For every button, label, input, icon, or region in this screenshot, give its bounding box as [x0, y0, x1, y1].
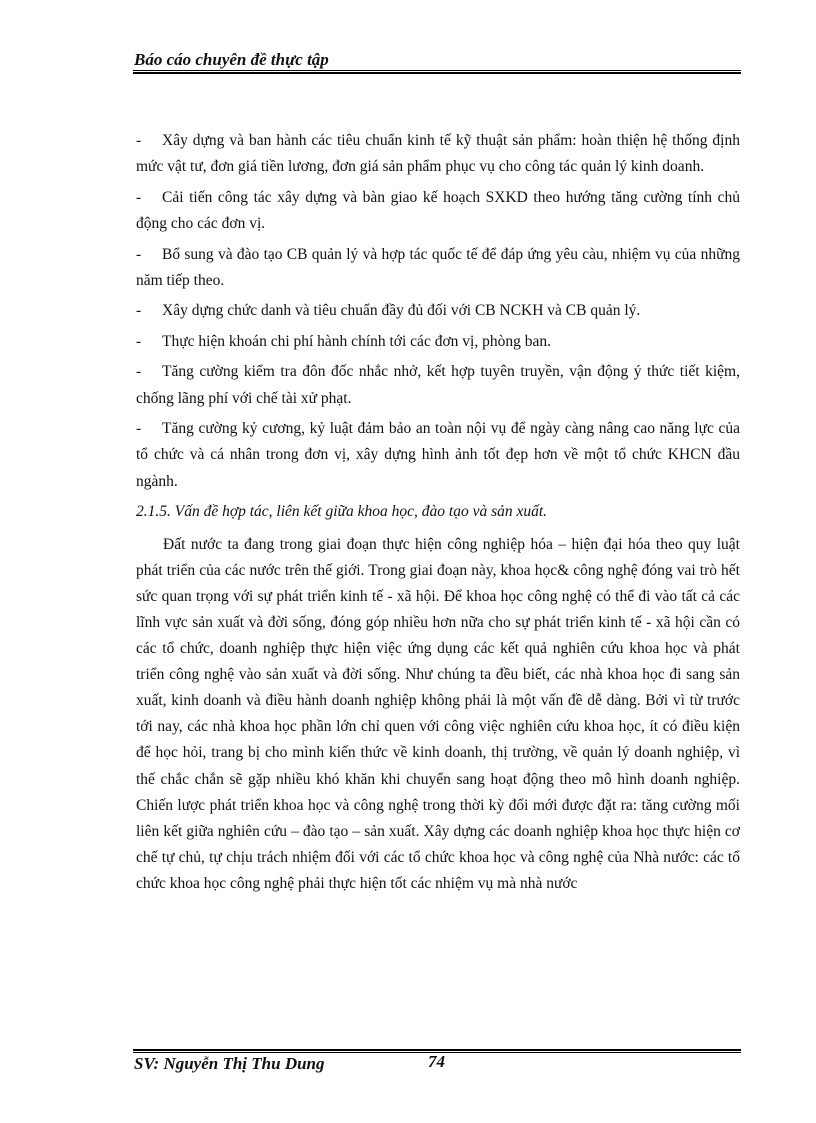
bullet-text: Bổ sung và đào tạo CB quản lý và hợp tác quốc tế để đáp ứng yêu càu, nhiệm vụ của những năm tiếp theo. — [136, 245, 740, 290]
bullet-text: Thực hiện khoán chi phí hành chính tới các đơn vị, phòng ban. — [162, 332, 551, 350]
bullet-dash: - — [136, 363, 142, 381]
body-paragraph: Đất nước ta đang trong giai đoạn thực hiện công nghiệp hóa – hiện đại hóa theo quy luật phát triển của các nước trên thế giới. Trong giai đoạn này, khoa học& công nghệ đóng vai trò hết sức quan trọng với sự phát triển kinh tế - xã hội. Để khoa học công nghệ có thể đi vào tất cả các lĩnh vực sản xuất và đời sống, đóng góp nhiều hơn nữa cho sự phát triển kinh tế - xã hội cần có các tổ chức, doanh nghiệp thực hiện việc ứng dụng các kết quả nghiên cứu khoa học và phát triển công nghệ vào sản xuất và đời sống. Như chúng ta đều biết, các nhà khoa học đi sang sản xuất, kinh doanh và điều hành doanh nghiệp không phải là một vấn đề dễ dàng. Bởi vì từ trước tới nay, các nhà khoa học phần lớn chỉ quen với công việc nghiên cứu khoa học, ít có điều kiện để học hỏi, trang bị cho mình kiến thức về kinh doanh, thị trường, về quản lý doanh nghiệp, vì thế chắc chắn sẽ gặp nhiều khó khăn khi chuyển sang hoạt động theo mô hình doanh nghiệp. Chiến lược phát triển khoa học và công nghệ trong thời kỳ đổi mới được đặt ra: tăng cường mối liên kết giữa nghiên cứu – đào tạo – sản xuất. Xây dựng các doanh nghiệp khoa học thực hiện cơ chế tự chủ, tự chịu trách nhiệm đối với các tổ chức khoa học và công nghệ của Nhà nước: các tổ chức khoa học công nghệ phải thực hiện tốt các nhiệm vụ mà nhà nước — [136, 535, 740, 892]
bullet-text: Cải tiến công tác xây dựng và bàn giao kế hoạch SXKD theo hướng tăng cường tính chủ động cho các đơn vị. — [136, 188, 740, 233]
bullet-item — [136, 185, 740, 238]
bullet-dash: - — [136, 245, 142, 263]
bullet-dash: - — [136, 188, 142, 206]
bullet-list — [136, 128, 740, 495]
bullet-text: Tăng cường kỷ cương, kỷ luật đảm bảo an toàn nội vụ để ngày càng nâng cao năng lực của tổ chức và cá nhân trong đơn vị, xây dựng hình ảnh tốt đẹp hơn về một tổ chức KHCN đầu ngành. — [136, 420, 740, 490]
bullet-item — [136, 128, 740, 181]
bullet-dash: - — [136, 332, 142, 350]
section-heading: 2.1.5. Vấn đề hợp tác, liên kết giữa khoa học, đào tạo và sản xuất. — [136, 503, 548, 521]
bullet-item — [136, 359, 740, 412]
bullet-text: Xây dựng và ban hành các tiêu chuẩn kinh tế kỹ thuật sản phẩm: hoàn thiện hệ thống định mức vật tư, đơn giá tiền lương, đơn giá sản phẩm phục vụ cho công tác quản lý kinh doanh. — [136, 132, 740, 176]
bullet-item — [136, 242, 740, 295]
bullet-dash: - — [136, 302, 142, 320]
bullet-dash: - — [136, 420, 142, 438]
bullet-item — [136, 298, 740, 324]
footer-author: SV: Nguyễn Thị Thu Dung — [134, 1054, 325, 1073]
bullet-item — [136, 416, 740, 495]
header-divider — [133, 70, 741, 74]
page-header-title: Báo cáo chuyên đề thực tập — [134, 50, 329, 69]
bullet-dash: - — [136, 132, 142, 149]
page-content — [136, 128, 740, 897]
bullet-item — [136, 329, 740, 355]
page-number: 74 — [428, 1052, 445, 1071]
bullet-text: Tăng cường kiểm tra đôn đốc nhắc nhở, kết hợp tuyên truyền, vận động ý thức tiết kiệm, chống lãng phí với chế tài xử phạt. — [136, 363, 740, 407]
bullet-text: Xây dựng chức danh và tiêu chuẩn đầy đủ đối với CB NCKH và CB quản lý. — [162, 302, 641, 320]
